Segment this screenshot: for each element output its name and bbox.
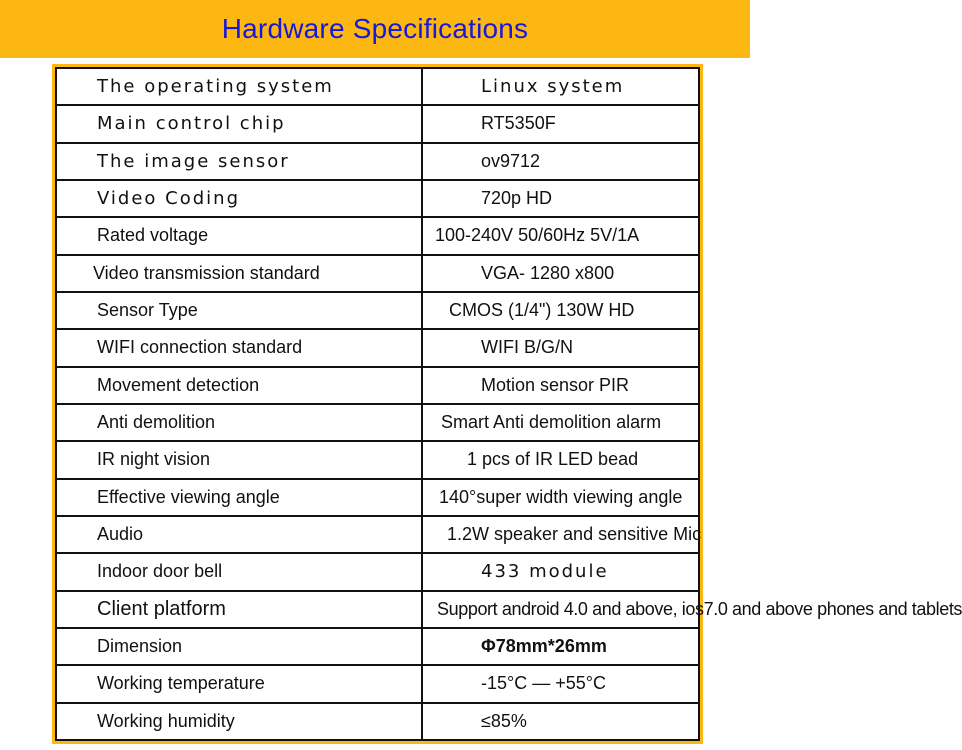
spec-value: 140°super width viewing angle (422, 479, 699, 516)
spec-value: 1.2W speaker and sensitive Mic (422, 516, 699, 553)
table-row (56, 404, 699, 441)
header-banner (0, 0, 750, 58)
spec-label: WIFI connection standard (56, 329, 422, 366)
spec-value: ov9712 (422, 143, 699, 180)
spec-value: RT5350F (422, 105, 699, 142)
table-row (56, 367, 699, 404)
spec-table-frame (52, 64, 962, 744)
table-row (56, 180, 699, 217)
spec-label: Audio (56, 516, 422, 553)
spec-label: Video Coding (56, 180, 422, 217)
spec-label: Indoor door bell (56, 553, 422, 590)
spec-label: Effective viewing angle (56, 479, 422, 516)
spec-value: 100-240V 50/60Hz 5V/1A (422, 217, 699, 254)
spec-label: The operating system (56, 68, 422, 105)
table-row (56, 105, 699, 142)
table-row (56, 68, 699, 105)
spec-table (55, 67, 962, 741)
spec-value: 433 module (422, 553, 699, 590)
spec-value: CMOS (1/4") 130W HD (422, 292, 699, 329)
table-row (56, 143, 699, 180)
spec-label: Video transmission standard (56, 255, 422, 292)
spec-value: VGA- 1280 x800 (422, 255, 699, 292)
table-row (56, 479, 699, 516)
spec-label: Working temperature (56, 665, 422, 702)
spec-label: Main control chip (56, 105, 422, 142)
spec-label: Client platform (56, 591, 422, 628)
table-row (56, 553, 699, 590)
spec-label: The image sensor (56, 143, 422, 180)
table-row (56, 329, 699, 366)
spec-value: WIFI B/G/N (422, 329, 699, 366)
table-row (56, 703, 699, 740)
spec-label: IR night vision (56, 441, 422, 478)
spec-label: Movement detection (56, 367, 422, 404)
table-row (56, 441, 699, 478)
spec-label: Dimension (56, 628, 422, 665)
table-row (56, 255, 699, 292)
spec-label: Working humidity (56, 703, 422, 740)
spec-value: Φ78mm*26mm (422, 628, 699, 665)
spec-value: 1 pcs of IR LED bead (422, 441, 699, 478)
table-row (56, 591, 699, 628)
page-title: Hardware Specifications (221, 13, 529, 44)
spec-value: Motion sensor PIR (422, 367, 699, 404)
spec-value: Support android 4.0 and above, ios7.0 and above phones and tablets (422, 591, 699, 628)
spec-value: ≤85% (422, 703, 699, 740)
table-row (56, 217, 699, 254)
table-row (56, 628, 699, 665)
table-row (56, 665, 699, 702)
spec-label: Anti demolition (56, 404, 422, 441)
table-row (56, 292, 699, 329)
spec-value: Smart Anti demolition alarm (422, 404, 699, 441)
spec-label: Sensor Type (56, 292, 422, 329)
table-row (56, 516, 699, 553)
spec-value: Linux system (422, 68, 699, 105)
spec-label: Rated voltage (56, 217, 422, 254)
spec-value: -15°C — +55°C (422, 665, 699, 702)
spec-value: 720p HD (422, 180, 699, 217)
